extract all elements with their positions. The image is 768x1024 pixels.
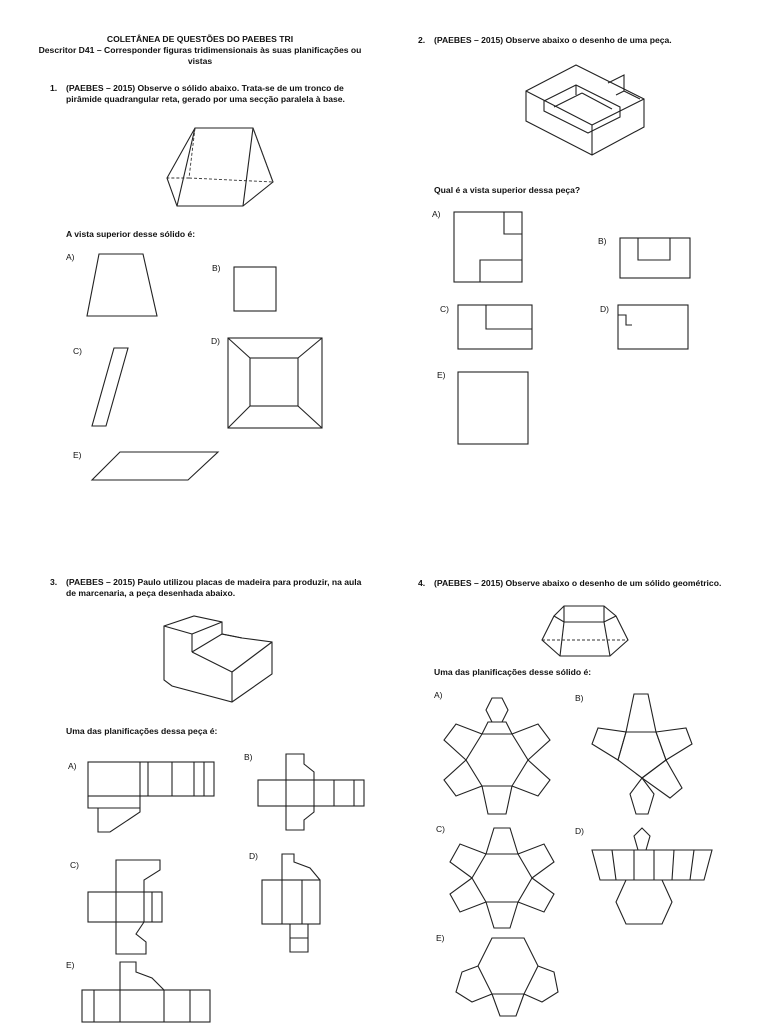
q3-prompt: Uma das planificações dessa peça é:: [66, 726, 218, 736]
q4-solid-figure: [540, 600, 630, 660]
q1-option-c-parallelogram[interactable]: [90, 346, 135, 431]
q2-part-figure: [520, 55, 650, 170]
descriptor-line-2: vistas: [187, 56, 213, 66]
q1-option-a-label[interactable]: A): [66, 252, 75, 262]
q1-option-b-label[interactable]: B): [212, 263, 221, 273]
q4-number: 4.: [418, 578, 426, 588]
q3-option-d-label[interactable]: D): [249, 851, 258, 861]
descriptor-line-1: Descritor D41 – Corresponder figuras tridimensionais às suas planificações ou: [38, 45, 362, 55]
q3-number: 3.: [50, 577, 58, 587]
q4-option-a-label[interactable]: A): [434, 690, 443, 700]
q1-option-b-square[interactable]: [232, 265, 282, 315]
q2-prompt: Qual é a vista superior dessa peça?: [434, 185, 581, 195]
q3-option-a-net[interactable]: [86, 760, 218, 836]
q2-option-e-label[interactable]: E): [437, 370, 446, 380]
q2-option-a-view[interactable]: [452, 210, 526, 284]
q2-text-line-1: (PAEBES – 2015) Observe abaixo o desenho de uma peça.: [434, 35, 672, 45]
document-title: COLETÂNEA DE QUESTÕES DO PAEBES TRI: [106, 34, 294, 44]
q4-text-line-1: (PAEBES – 2015) Observe abaixo o desenho de um sólido geométrico.: [434, 578, 722, 588]
q4-option-c-label[interactable]: C): [436, 824, 445, 834]
q3-text-line-2: de marcenaria, a peça desenhada abaixo.: [66, 588, 236, 598]
q4-prompt: Uma das planificações desse sólido é:: [434, 667, 592, 677]
q4-option-b-label[interactable]: B): [575, 693, 584, 703]
q4-option-a-net[interactable]: [438, 690, 556, 824]
q1-text-line-1: (PAEBES – 2015) Observe o sólido abaixo. Trata-se de um tronco de: [66, 83, 344, 93]
q1-option-e-flat-parallelogram[interactable]: [90, 450, 220, 485]
q2-number: 2.: [418, 35, 426, 45]
q2-option-d-view[interactable]: [616, 303, 692, 351]
q1-number: 1.: [50, 83, 58, 93]
q2-option-c-view[interactable]: [456, 303, 534, 351]
q4-option-e-label[interactable]: E): [436, 933, 445, 943]
q3-piece-figure: [162, 612, 282, 707]
q1-option-a-trapezoid[interactable]: [85, 252, 165, 322]
q3-option-e-net[interactable]: [80, 958, 214, 1024]
q2-option-a-label[interactable]: A): [432, 209, 441, 219]
q2-option-b-view[interactable]: [618, 236, 692, 282]
q1-option-e-label[interactable]: E): [73, 450, 82, 460]
q3-option-e-label[interactable]: E): [66, 960, 75, 970]
q1-text-line-2: pirâmide quadrangular reta, gerado por uma secção paralela à base.: [66, 94, 345, 104]
q1-frustum-figure: [165, 120, 285, 210]
q3-option-c-net[interactable]: [86, 856, 186, 958]
q2-option-e-view[interactable]: [456, 370, 532, 446]
q2-option-c-label[interactable]: C): [440, 304, 449, 314]
q3-text-line-1: (PAEBES – 2015) Paulo utilizou placas de madeira para produzir, na aula: [66, 577, 362, 587]
q4-option-c-net[interactable]: [446, 822, 558, 932]
q2-option-d-label[interactable]: D): [600, 304, 609, 314]
q3-option-d-net[interactable]: [260, 850, 340, 958]
q4-option-e-net[interactable]: [448, 932, 564, 1024]
q1-option-d-top-view[interactable]: [226, 336, 326, 432]
q2-option-b-label[interactable]: B): [598, 236, 607, 246]
q1-prompt: A vista superior desse sólido é:: [66, 229, 196, 239]
q4-option-d-net[interactable]: [590, 826, 714, 930]
q1-option-c-label[interactable]: C): [73, 346, 82, 356]
q3-option-a-label[interactable]: A): [68, 761, 77, 771]
q3-option-b-net[interactable]: [256, 750, 368, 836]
q3-option-c-label[interactable]: C): [70, 860, 79, 870]
q1-option-d-label[interactable]: D): [211, 336, 220, 346]
q3-option-b-label[interactable]: B): [244, 752, 253, 762]
q4-option-d-label[interactable]: D): [575, 826, 584, 836]
q4-option-b-net[interactable]: [586, 688, 696, 822]
